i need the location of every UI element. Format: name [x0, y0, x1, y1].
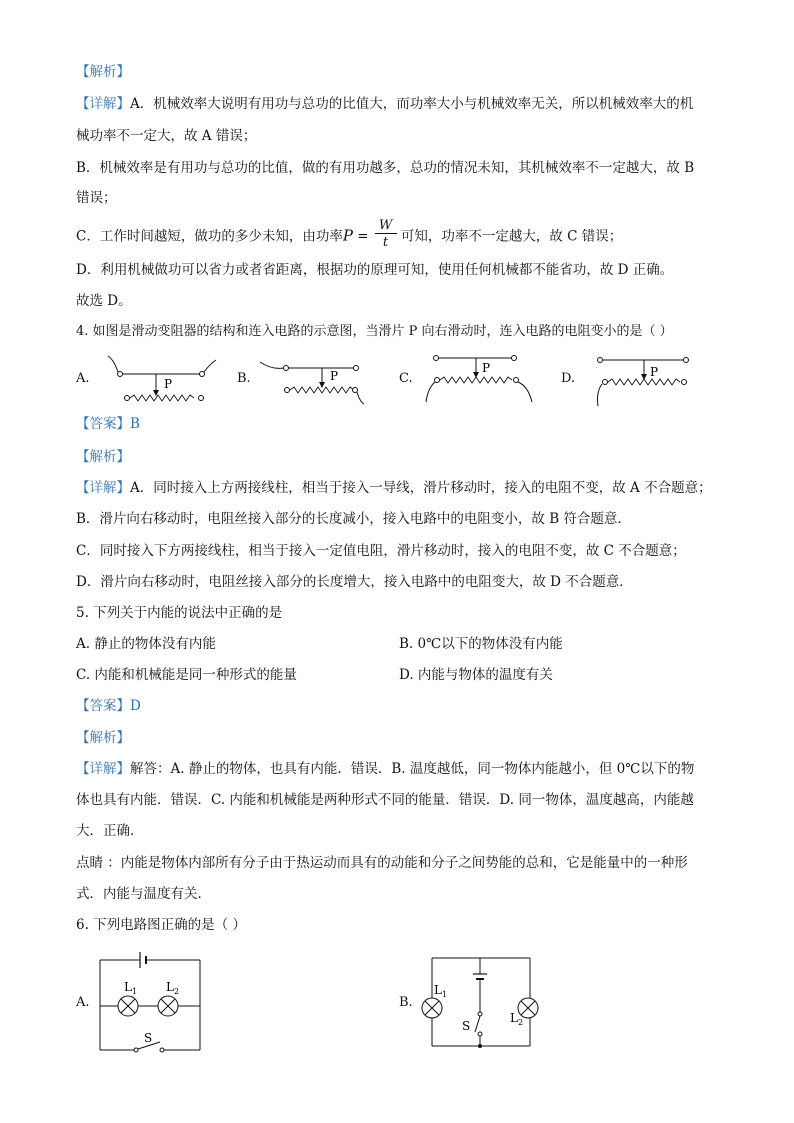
- q5-detail-line-2: 体也具有内能．错误．C. 内能和机械能是两种形式不同的能量．错误．D. 同一物体，温度越高，内能越: [76, 792, 694, 808]
- q4-option-a-figure: [104, 350, 224, 410]
- q3-detail-line-3: B．机械效率是有用功与总功的比值，做的有用功越多，总功的情况未知，其机械效率不一定越大，故 B: [76, 160, 695, 176]
- q4-detail-text-1: A．同时接入上方两接线柱，相当于接入一导线，滑片移动时，接入的电阻不变，故 A 不合题意；: [130, 480, 712, 496]
- q6-a-lamp2-subscript: 2: [174, 987, 180, 996]
- q5-detail-line-3: 大．正确．: [76, 823, 144, 839]
- q4-b-slider-label: P: [330, 369, 339, 383]
- q4-option-c-label: C.: [399, 371, 413, 386]
- q4-detail-tag: 【详解】: [76, 480, 130, 496]
- q3-detail-line-6: D．利用机械做功可以省力或者省距离，根据功的原理可知，使用任何机械都不能省功，故 D 正确。: [76, 262, 674, 278]
- q6-stem: 6. 下列电路图正确的是（ ）: [76, 917, 246, 933]
- q4-option-d-figure: [582, 348, 694, 410]
- power-formula-fraction: [373, 218, 401, 250]
- q5-detail-line-1: [76, 759, 694, 779]
- q4-stem: 4. 如图是滑动变阻器的结构和连入电路的示意图，当滑片 P 向右滑动时，连入电路的电阻变小的是（ ）: [76, 324, 673, 339]
- q4-option-b-label: B.: [237, 371, 251, 386]
- fraction-denominator: t: [382, 235, 389, 250]
- q3-detail-text-1: A．机械效率大说明有用功与总功的比值大，而功率大小与机械效率无关，所以机械效率大的机: [130, 96, 694, 112]
- q4-a-slider-label: P: [164, 377, 173, 391]
- q6-a-lamp1-label: L: [124, 980, 132, 994]
- q4-option-a-label: A.: [76, 371, 90, 386]
- q3-conclusion: 故选 D。: [76, 293, 132, 309]
- q5-answer: 【答案】D: [76, 698, 141, 714]
- q4-analysis-tag: 【解析】: [76, 449, 130, 465]
- q4-detail-line-1: [76, 478, 712, 498]
- q5-detail-text-1: 解答：A. 静止的物体，也具有内能．错误．B. 温度越低，同一物体内能越小，但 0℃以下的物: [130, 761, 695, 777]
- q6-b-lamp2-subscript: 2: [518, 1018, 524, 1027]
- q6-option-a-circuit: [94, 946, 206, 1058]
- q4-d-slider-label: P: [650, 365, 659, 379]
- equals-sign: =: [352, 228, 373, 245]
- q5-detail-tag: 【详解】: [76, 761, 130, 777]
- q6-b-lamp2-label: L: [510, 1011, 518, 1025]
- q4-option-d-label: D.: [561, 371, 576, 386]
- q5-option-d: D. 内能与物体的温度有关: [399, 667, 553, 683]
- q6-b-switch-label: S: [462, 1019, 471, 1033]
- q5-stem: 5. 下列关于内能的说法中正确的是: [76, 605, 283, 621]
- q4-option-c-figure: [418, 348, 540, 408]
- q6-a-switch-label: S: [144, 1031, 153, 1045]
- q6-b-lamp1-subscript: 1: [442, 990, 448, 999]
- q4-detail-line-4: D．滑片向右移动时，电阻丝接入部分的长度增大，接入电路中的电阻变大，故 D 不合题意．: [76, 574, 633, 590]
- q5-analysis-tag: 【解析】: [76, 730, 130, 746]
- q4-option-b-figure: [256, 350, 366, 410]
- q6-a-lamp2-label: L: [166, 980, 174, 994]
- q5-option-c: C. 内能和机械能是同一种形式的能量: [76, 667, 297, 683]
- q3-detail-line-4: 错误；: [76, 190, 117, 206]
- q3-detail-line-1: [76, 94, 693, 114]
- q5-option-b: B. 0℃以下的物体没有内能: [399, 636, 563, 652]
- power-symbol: P: [342, 226, 353, 245]
- q6-a-lamp1-subscript: 1: [132, 987, 138, 996]
- q4-detail-line-3: C．同时接入下方两接线柱，相当于接入一定值电阻，滑片移动时，接入的电阻不变，故 C 不合题意；: [76, 543, 686, 559]
- q3-line5-text-a: C．工作时间越短，做功的多少未知，由功率: [76, 228, 343, 245]
- q3-analysis-tag: 【解析】: [76, 64, 130, 80]
- q6-option-b-label: B.: [399, 995, 413, 1010]
- q3-line5-text-b: 可知，功率不一定越大，故 C 错误；: [400, 228, 623, 245]
- q4-answer: 【答案】B: [76, 416, 140, 432]
- fraction-numerator: W: [378, 218, 393, 233]
- q5-note-line-1: 点睛 ：内能是物体内部所有分子由于热运动而具有的动能和分子之间势能的总和，它是能量中的一种形: [76, 855, 688, 871]
- q3-detail-tag: 【详解】: [76, 96, 130, 112]
- q6-option-b-circuit: [418, 950, 540, 1054]
- q3-detail-line-2: 械功率不一定大，故 A 错误；: [76, 128, 257, 144]
- q4-detail-line-2: B．滑片向右移动时，电阻丝接入部分的长度减小，接入电路中的电阻变小，故 B 符合题意．: [76, 511, 631, 527]
- q3-detail-line-5: [76, 218, 623, 250]
- q4-c-slider-label: P: [482, 361, 491, 375]
- q5-option-a: A. 静止的物体没有内能: [76, 636, 216, 652]
- q6-b-lamp1-label: L: [434, 983, 442, 997]
- q5-note-line-2: 式．内能与温度有关．: [76, 886, 211, 902]
- q6-option-a-label: A.: [76, 995, 90, 1010]
